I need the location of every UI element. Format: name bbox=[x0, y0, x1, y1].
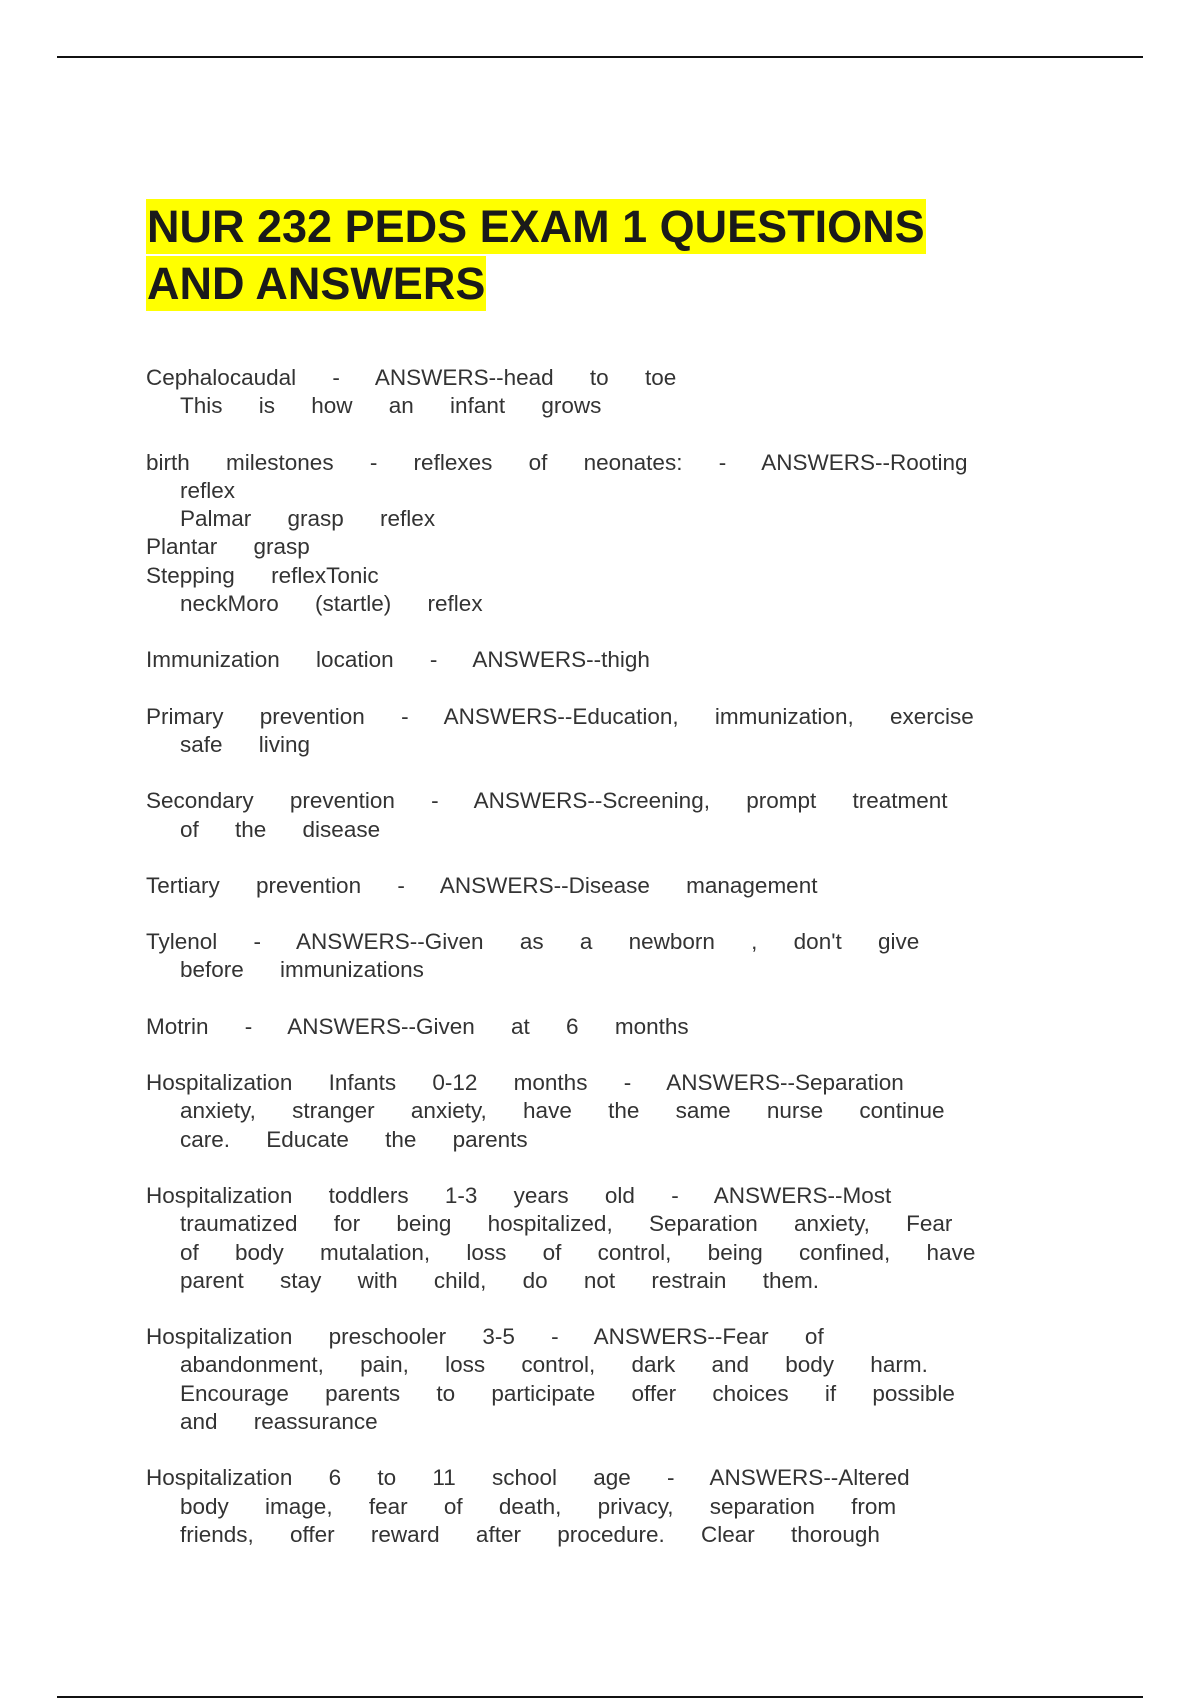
qa-line: body image, fear of death, privacy, separation from bbox=[180, 1493, 897, 1519]
footer-rule bbox=[57, 1696, 1143, 1698]
qa-line: Tylenol - ANSWERS--Given as a newborn , don't give bbox=[146, 929, 920, 955]
qa-line: safe living bbox=[180, 731, 311, 757]
qa-line: Secondary prevention - ANSWERS--Screening, prompt treatment bbox=[146, 788, 948, 814]
qa-line: and reassurance bbox=[180, 1409, 378, 1435]
qa-list bbox=[146, 364, 1046, 1549]
document-title bbox=[146, 198, 1046, 312]
document-body bbox=[146, 198, 1046, 1577]
qa-line: Hospitalization Infants 0-12 months - ANSWERS--Separation bbox=[146, 1070, 904, 1096]
qa-entry bbox=[146, 787, 1046, 844]
qa-line: Immunization location - ANSWERS--thigh bbox=[146, 647, 650, 673]
qa-entry bbox=[146, 449, 1046, 619]
title-line-1: NUR 232 PEDS EXAM 1 QUESTIONS bbox=[147, 201, 925, 252]
qa-line: Palmar grasp reflex bbox=[180, 506, 436, 532]
qa-line: Plantar grasp bbox=[146, 534, 310, 560]
qa-line: Encourage parents to participate offer choices if possible bbox=[180, 1380, 955, 1406]
qa-line: Motrin - ANSWERS--Given at 6 months bbox=[146, 1013, 689, 1039]
qa-line: friends, offer reward after procedure. Clear thorough bbox=[180, 1521, 880, 1547]
qa-line: Hospitalization 6 to 11 school age - ANSWERS--Altered bbox=[146, 1465, 910, 1491]
qa-entry bbox=[146, 1013, 1046, 1041]
qa-line: birth milestones - reflexes of neonates: - ANSWERS--Rooting bbox=[146, 449, 968, 475]
qa-line: Cephalocaudal - ANSWERS--head to toe bbox=[146, 365, 677, 390]
qa-line: of body mutalation, loss of control, being confined, have bbox=[180, 1239, 976, 1265]
qa-entry bbox=[146, 1182, 1046, 1295]
qa-line: Stepping reflexTonic bbox=[146, 562, 379, 588]
qa-entry bbox=[146, 1323, 1046, 1436]
qa-line: Hospitalization toddlers 1-3 years old - ANSWERS--Most bbox=[146, 1182, 892, 1208]
qa-line: Hospitalization preschooler 3-5 - ANSWERS--Fear of bbox=[146, 1324, 824, 1350]
qa-line: parent stay with child, do not restrain them. bbox=[180, 1267, 819, 1293]
header-rule bbox=[57, 56, 1143, 58]
qa-line: Tertiary prevention - ANSWERS--Disease management bbox=[146, 872, 818, 898]
qa-entry bbox=[146, 1069, 1046, 1154]
qa-line: of the disease bbox=[180, 816, 381, 842]
qa-line: Primary prevention - ANSWERS--Education, immunization, exercise bbox=[146, 703, 974, 729]
qa-entry bbox=[146, 364, 1046, 421]
qa-line: neckMoro (startle) reflex bbox=[180, 591, 483, 617]
qa-entry bbox=[146, 646, 1046, 674]
qa-entry bbox=[146, 928, 1046, 985]
qa-line: traumatized for being hospitalized, Separation anxiety, Fear bbox=[180, 1211, 953, 1237]
qa-line: This is how an infant grows bbox=[180, 393, 602, 419]
qa-entry bbox=[146, 703, 1046, 760]
qa-line: care. Educate the parents bbox=[180, 1126, 528, 1152]
title-line-2: AND ANSWERS bbox=[147, 258, 486, 309]
qa-line: abandonment, pain, loss control, dark and body harm. bbox=[180, 1352, 928, 1378]
qa-line: reflex bbox=[180, 477, 236, 503]
qa-entry bbox=[146, 1464, 1046, 1549]
qa-line: before immunizations bbox=[180, 957, 424, 983]
qa-line: anxiety, stranger anxiety, have the same nurse continue bbox=[180, 1098, 945, 1124]
qa-entry bbox=[146, 872, 1046, 900]
